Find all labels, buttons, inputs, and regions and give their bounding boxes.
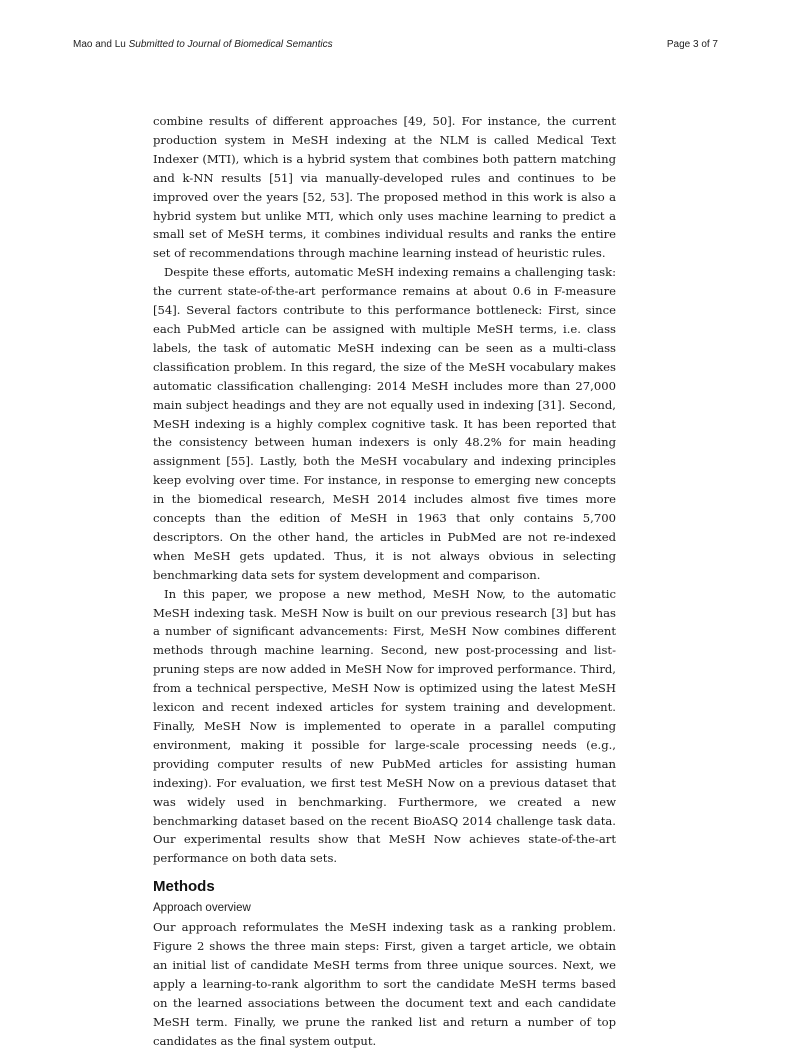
paragraph-1: combine results of different approaches [49, 50]. For instance, the current production system in MeSH indexing at the NLM is called Medical Text Indexer (MTI), which is a hybrid system that combines both pattern matching and k-NN results [51] via manually-developed rules and continues to be improved over the years [52, 53]. The proposed method in this work is also a hybrid system but unlike MTI, which only uses machine learning to predict a small set of MeSH terms, it combines individual results and ranks the entire set of recommendations through machine learning instead of heuristic rules. [153, 114, 616, 261]
paragraph-3: In this paper, we propose a new method, MeSH Now, to the automatic MeSH indexing task. MeSH Now is built on our previous research [3] but has a number of significant advancements: First, MeSH Now combines different methods through machine learning. Second, new post-processing and list-pruning steps are now added in MeSH Now for improved performance. Third, from a technical perspective, MeSH Now is optimized using the latest MeSH lexicon and recent indexed articles for system training and development. Finally, MeSH Now is implemented to operate in a parallel computing environment, making it possible for large-scale processing needs (e.g., providing computer results of new PubMed articles for assisting human indexing). For evaluation, we first test MeSH Now on a previous dataset that was widely used in benchmarking. Furthermore, we created a new benchmarking dataset based on the recent BioASQ 2014 challenge task data. Our experimental results show that MeSH Now achieves state-of-the-art performance on both data sets. [153, 586, 616, 866]
methods-heading: Methods [153, 878, 215, 896]
methods-paragraph: Our approach reformulates the MeSH indexing task as a ranking problem. Figure 2 shows the three main steps: First, given a target article, we obtain an initial list of candidate MeSH terms from three unique sources. Next, we apply a learning-to-rank algorithm to sort the candidate MeSH terms based on the learned associations between the document text and each candidate MeSH term. Finally, we prune the ranked list and return a number of top candidates as the final system output. [153, 920, 616, 1048]
running-head [73, 37, 718, 53]
body-text [153, 112, 616, 1051]
approach-overview-heading: Approach overview [153, 902, 251, 915]
running-head-left [73, 37, 333, 53]
paragraph-2: Despite these efforts, automatic MeSH indexing remains a challenging task: the current state-of-the-art performance remains at about 0.6 in F-measure [54]. Several factors contribute to this performance bottleneck: First, since each PubMed article can be assigned with multiple MeSH terms, i.e. class labels, the task of automatic MeSH indexing can be seen as a multi-class classification problem. In this regard, the size of the MeSH vocabulary makes automatic classification challenging: 2014 MeSH includes more than 27,000 main subject headings and they are not equally used in indexing [31]. Second, MeSH indexing is a highly complex cognitive task. It has been reported that the consistency between human indexers is only 48.2% for main heading assignment [55]. Lastly, both the MeSH vocabulary and indexing principles keep evolving over time. For instance, in response to emerging new concepts in the biomedical research, MeSH 2014 includes almost five times more concepts than the edition of MeSH in 1963 that only contains 5,700 descriptors. On the other hand, the articles in PubMed are not re-indexed when MeSH gets updated. Thus, it is not always obvious in selecting benchmarking data sets for system development and comparison. [153, 265, 616, 582]
running-head-journal: Submitted to Journal of Biomedical Semantics [128, 39, 333, 50]
running-head-authors: Mao and Lu [73, 39, 126, 50]
page-number: Page 3 of 7 [666, 39, 718, 50]
